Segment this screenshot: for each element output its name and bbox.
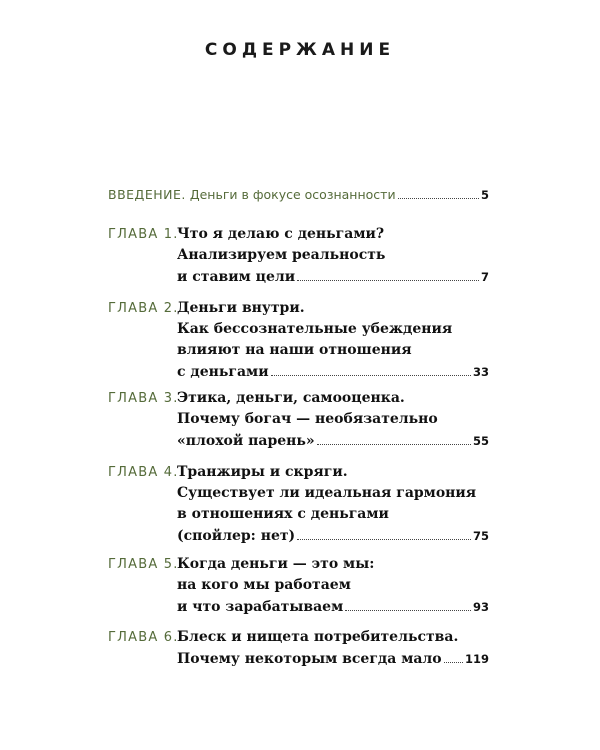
page-number: 119 (464, 652, 489, 666)
chapter-title-line: в отношениях с деньгами (177, 506, 389, 522)
dot-leader (398, 184, 479, 199)
chapter-title-line: Блеск и нищета потребительства. (177, 629, 459, 645)
toc-title: СОДЕРЖАНИЕ (204, 40, 396, 60)
chapter-label: ГЛАВА 1. (108, 227, 179, 242)
toc-entry-intro (108, 184, 489, 206)
dot-leader (297, 525, 471, 540)
chapter-title-line: Анализируем реальность (177, 247, 386, 263)
dot-leader (444, 648, 463, 663)
page-number: 33 (472, 365, 489, 379)
chapter-title-line-last: и ставим цели 7 (177, 266, 489, 287)
chapter-title-line: Транжиры и скряги. (177, 464, 348, 480)
chapter-title-line: Когда деньги — это мы: (177, 556, 375, 572)
chapter-title-line-last: и что зарабатываем 93 (177, 596, 489, 617)
chapter-title-line: Как бессознательные убеждения (177, 321, 453, 337)
chapter-title-line-last: Почему некоторым всегда мало 119 (177, 648, 489, 669)
chapter-label: ГЛАВА 5. (108, 557, 179, 572)
dot-leader (317, 430, 471, 445)
chapter-label: ГЛАВА 4. (108, 465, 179, 480)
page-number: 75 (472, 529, 489, 543)
dot-leader (297, 266, 479, 281)
page-number: 93 (472, 600, 489, 614)
chapter-title-line: Деньги внутри. (177, 300, 305, 316)
chapter-title-line-last: (спойлер: нет) 75 (177, 525, 489, 546)
chapter-title-line: Существует ли идеальная гармония (177, 485, 477, 501)
chapter-title-line: влияют на наши отношения (177, 342, 412, 358)
dot-leader (345, 596, 471, 611)
chapter-title-line-last: «плохой парень» 55 (177, 430, 489, 451)
chapter-title-line: Этика, деньги, самооценка. (177, 390, 405, 406)
page-number: 55 (472, 434, 489, 448)
chapter-title-line-last: с деньгами 33 (177, 361, 489, 382)
chapter-label: ГЛАВА 3. (108, 391, 179, 406)
intro-title: Деньги в фокусе осознанности (189, 187, 396, 202)
chapter-label: ГЛАВА 6. (108, 630, 179, 645)
dot-leader (271, 361, 471, 376)
chapter-title-line: на кого мы работаем (177, 577, 351, 593)
chapter-title-line: Что я делаю с деньгами? (177, 226, 385, 242)
chapter-label: ГЛАВА 2. (108, 301, 179, 316)
intro-label: ВВЕДЕНИЕ. (108, 187, 186, 202)
page-number: 5 (480, 188, 489, 202)
page-number: 7 (480, 270, 489, 284)
chapter-title-line: Почему богач — необязательно (177, 411, 438, 427)
